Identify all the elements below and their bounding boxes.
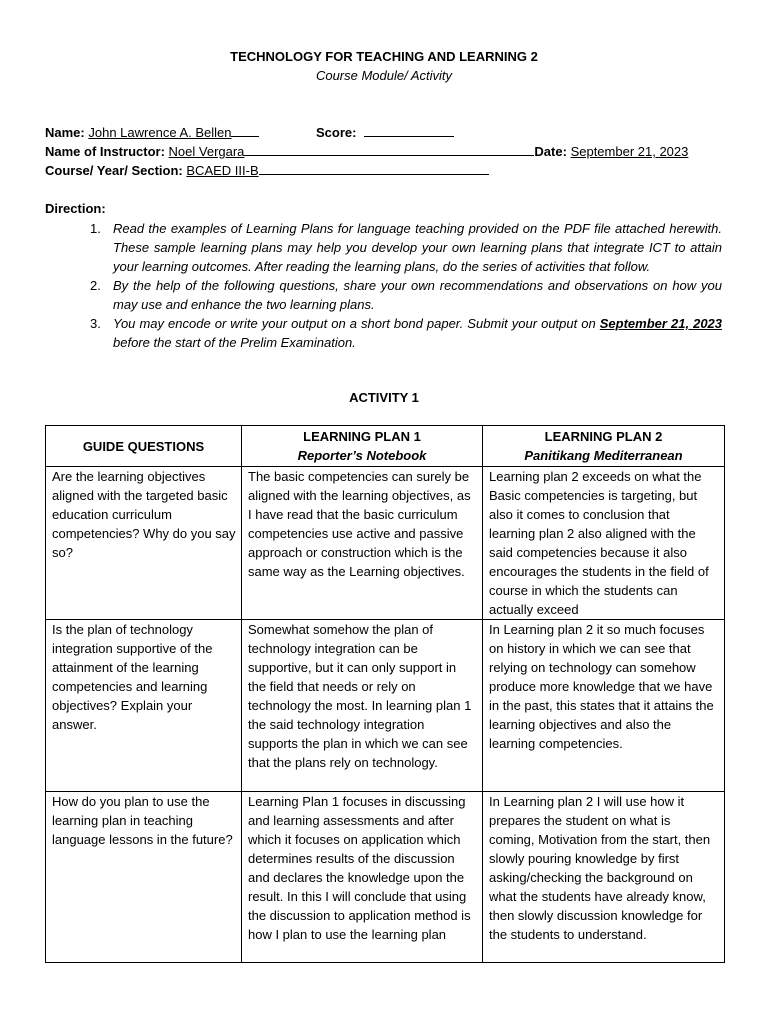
plan1-answer-cell: Learning Plan 1 focuses in discussing and learning assessments and after which it focuses on application which determines results of the discussion and declares the knowledge upon the result. In this I will conclude that using the discussion to application method is how I plan to use the learning plan bbox=[242, 792, 483, 963]
course-value: BCAED III-B bbox=[186, 163, 259, 178]
header-guide-questions bbox=[46, 426, 242, 467]
table-row bbox=[46, 467, 725, 620]
activity-title: ACTIVITY 1 bbox=[349, 390, 419, 405]
plan1-answer-cell: The basic competencies can surely be aligned with the learning objectives, as I have read that the basic curriculum competencies use active and passive approach or construction which is the same way as the Learning objectives. bbox=[242, 467, 483, 620]
guide-question-cell: Is the plan of technology integration supportive of the attainment of the learning competencies and learning objectives? Explain your answer. bbox=[46, 620, 242, 792]
score-label: Score: bbox=[316, 125, 357, 140]
direction-item bbox=[85, 219, 722, 276]
course-label: Course/ Year/ Section: bbox=[45, 163, 183, 178]
direction-number: 3. bbox=[90, 316, 101, 331]
submission-date: September 21, 2023 bbox=[599, 316, 723, 331]
guide-question-cell: Are the learning objectives aligned with the targeted basic education curriculum competencies? Why do you say so? bbox=[46, 467, 242, 620]
activity-table bbox=[45, 425, 725, 963]
header-learning-plan-1 bbox=[242, 426, 483, 467]
table-header-row bbox=[46, 426, 725, 467]
direction-number: 1. bbox=[90, 221, 101, 236]
course-line bbox=[45, 162, 489, 178]
direction-number: 2. bbox=[90, 278, 101, 293]
name-value: John Lawrence A. Bellen bbox=[88, 125, 232, 140]
plan2-answer-cell: Learning plan 2 exceeds on what the Basic competencies is targeting, but also it comes to conclusion that learning plan 2 also aligned with the said competencies because it also encourages the students in the field of course in which the students can actually exceed bbox=[483, 467, 725, 620]
instructor-value: Noel Vergara bbox=[168, 144, 245, 159]
course-underline bbox=[259, 162, 489, 175]
name-label: Name: bbox=[45, 125, 85, 140]
instructor-label: Name of Instructor: bbox=[45, 144, 165, 159]
header-guide-questions-text: GUIDE QUESTIONS bbox=[82, 438, 205, 454]
header-plan2-title: LEARNING PLAN 2 bbox=[544, 429, 663, 444]
document-subtitle: Course Module/ Activity bbox=[315, 68, 453, 83]
score-line bbox=[316, 124, 454, 140]
direction-text: By the help of the following questions, share your own recommendations and observations on how you may use and enhance the two learning plans. bbox=[113, 278, 722, 312]
direction-text: Read the examples of Learning Plans for language teaching provided on the PDF file attached herewith. These sample learning plans may help you develop your own learning plans that integrate ICT to attain your learning outcomes. After reading the learning plans, do the series of activities that follow. bbox=[113, 221, 722, 274]
date-value: September 21, 2023 bbox=[570, 144, 689, 159]
guide-question-cell: How do you plan to use the learning plan in teaching language lessons in the future? bbox=[46, 792, 242, 963]
direction-list bbox=[85, 219, 722, 352]
direction-item bbox=[85, 314, 722, 352]
direction-item bbox=[85, 276, 722, 314]
direction-label: Direction: bbox=[45, 201, 106, 216]
table-row bbox=[46, 620, 725, 792]
name-line bbox=[45, 124, 259, 140]
instructor-line bbox=[45, 143, 688, 159]
instructor-underline bbox=[244, 143, 534, 156]
document-title: TECHNOLOGY FOR TEACHING AND LEARNING 2 bbox=[230, 49, 538, 64]
date-label: Date: bbox=[534, 144, 567, 159]
plan2-answer-cell: In Learning plan 2 it so much focuses on history in which we can see that relying on technology can somehow produce more knowledge that we have in the past, this states that it attains the learning objectives and also the learning competencies. bbox=[483, 620, 725, 792]
score-blank bbox=[364, 124, 454, 137]
header-plan2-subtitle: Panitikang Mediterranean bbox=[524, 448, 683, 463]
plan2-answer-cell: In Learning plan 2 I will use how it prepares the student on what is coming, Motivation from the start, then slowly pouring knowledge by first asking/checking the background on what the students have already know, then slowly discussion knowledge for the students to understand. bbox=[483, 792, 725, 963]
table-row bbox=[46, 792, 725, 963]
name-underline bbox=[231, 124, 259, 137]
header-learning-plan-2 bbox=[483, 426, 725, 467]
direction-text: You may encode or write your output on a short bond paper. Submit your output on bbox=[113, 316, 600, 331]
header-plan1-title: LEARNING PLAN 1 bbox=[303, 429, 421, 444]
direction-text-end: before the start of the Prelim Examination. bbox=[113, 335, 356, 350]
header-plan1-subtitle: Reporter’s Notebook bbox=[297, 448, 427, 463]
plan1-answer-cell: Somewhat somehow the plan of technology integration can be supportive, but it can only support in the field that needs or rely on technology the most. In learning plan 1 the said technology integration supports the plan in which we can see that the plans rely on technology. bbox=[242, 620, 483, 792]
